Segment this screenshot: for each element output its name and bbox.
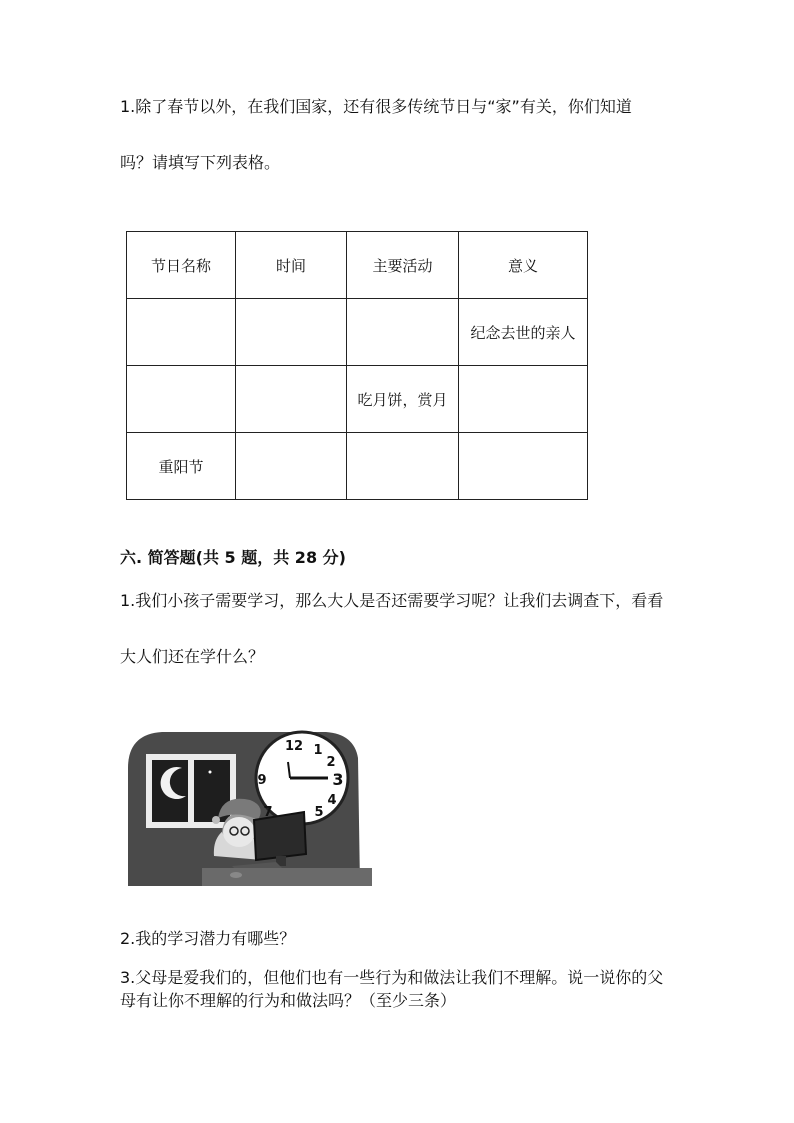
- festival-table: [126, 231, 588, 500]
- clock-number-3: 3: [332, 770, 344, 789]
- question-5-1-line-1: 1.除了春节以外，在我们国家，还有很多传统节日与“家”有关，你们知道: [120, 97, 632, 116]
- table-row: [127, 366, 588, 433]
- header-festival-name: 节日名称: [127, 232, 236, 299]
- star-icon: [209, 771, 212, 774]
- clock-number-4: 4: [327, 793, 337, 808]
- clock-number-7: 7: [263, 805, 273, 820]
- table-cell: 重阳节: [127, 433, 236, 500]
- table-cell[interactable]: [459, 433, 588, 500]
- table-row: [127, 299, 588, 366]
- question-6-3-line-1: 3.父母是爱我们的，但他们也有一些行为和做法让我们不理解。说一说你的父: [120, 968, 664, 987]
- desk: [202, 868, 372, 886]
- child-studying-at-night-illustration: [126, 728, 376, 888]
- nightcap-pompom: [212, 816, 220, 824]
- question-6-3-line-2: 母有让你不理解的行为和做法吗？（至少三条）: [120, 991, 457, 1010]
- computer-mouse: [230, 872, 242, 878]
- section-6-title: 六. 简答题(共 5 题，共 28 分): [120, 548, 346, 567]
- table-cell[interactable]: [127, 366, 236, 433]
- table-cell[interactable]: [236, 433, 347, 500]
- table-cell[interactable]: [236, 366, 347, 433]
- table-cell[interactable]: [236, 299, 347, 366]
- header-main-activity: 主要活动: [347, 232, 459, 299]
- table-cell[interactable]: [127, 299, 236, 366]
- clock-number-9: 9: [257, 773, 267, 788]
- table-header-row: [127, 232, 588, 299]
- clock-number-5: 5: [314, 805, 324, 820]
- header-meaning: 意义: [459, 232, 588, 299]
- question-6-1-line-1: 1.我们小孩子需要学习，那么大人是否还需要学习呢？让我们去调查下，看看: [120, 591, 664, 610]
- question-5-1-line-2: 吗？请填写下列表格。: [120, 153, 281, 172]
- table-cell: 纪念去世的亲人: [459, 299, 588, 366]
- header-time: 时间: [236, 232, 347, 299]
- clock-number-12: 12: [284, 739, 304, 754]
- table-row: [127, 433, 588, 500]
- question-6-1-line-2: 大人们还在学什么？: [120, 647, 265, 666]
- clock-number-2: 2: [326, 755, 336, 770]
- child-face: [223, 817, 255, 847]
- table-cell[interactable]: [347, 433, 459, 500]
- table-cell[interactable]: [459, 366, 588, 433]
- table-cell[interactable]: [347, 299, 459, 366]
- computer-monitor: [254, 812, 306, 860]
- clock-number-1: 1: [313, 743, 323, 758]
- question-6-2: 2.我的学习潜力有哪些？: [120, 929, 296, 948]
- table-cell: 吃月饼，赏月: [347, 366, 459, 433]
